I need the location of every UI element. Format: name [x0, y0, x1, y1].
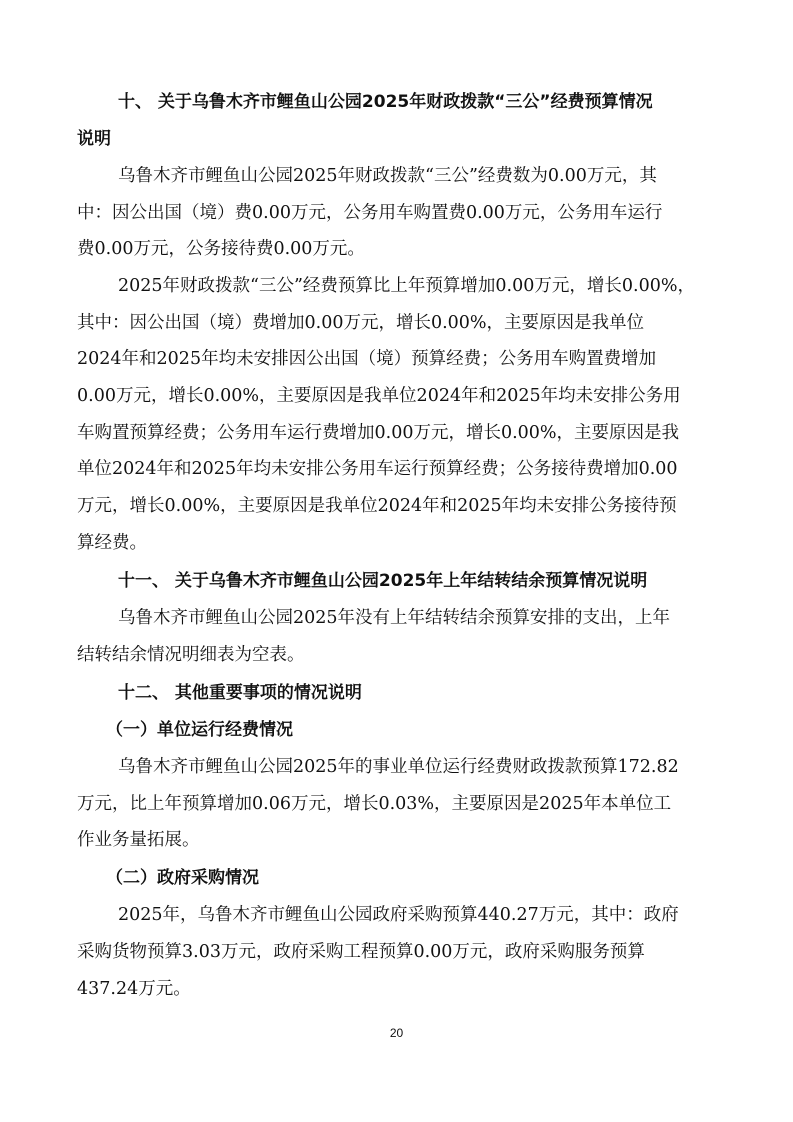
section12-title: 十二、 其他重要事项的情况说明 — [118, 683, 362, 703]
paragraph-line: 437.24万元。 — [77, 979, 191, 999]
subsection-title: （一）单位运行经费情况 — [106, 720, 293, 740]
paragraph-line: 2025年，乌鲁木齐市鲤鱼山公园政府采购预算440.27万元，其中：政府 — [118, 905, 679, 925]
paragraph-line: 乌鲁木齐市鲤鱼山公园2025年没有上年结转结余预算安排的支出，上年 — [118, 608, 671, 628]
section10-title-cont: 说明 — [77, 129, 111, 149]
paragraph-line: 万元，比上年预算增加0.06万元，增长0.03%，主要原因是2025年本单位工 — [77, 794, 672, 814]
subsection-title: （二）政府采购情况 — [106, 868, 259, 888]
paragraph-line: 采购货物预算3.03万元，政府采购工程预算0.00万元，政府采购服务预算 — [77, 942, 645, 962]
paragraph-line: 其中：因公出国（境）费增加0.00万元，增长0.00%，主要原因是我单位 — [77, 313, 645, 333]
paragraph-line: 0.00万元，增长0.00%，主要原因是我单位2024年和2025年均未安排公务用 — [77, 386, 681, 406]
paragraph-line: 2024年和2025年均未安排因公出国（境）预算经费；公务用车购置费增加 — [77, 349, 657, 369]
page-number: 20 — [389, 1026, 404, 1040]
paragraph-line: 万元，增长0.00%，主要原因是我单位2024年和2025年均未安排公务接待预 — [77, 496, 677, 516]
paragraph-line: 算经费。 — [77, 533, 147, 553]
section11-title: 十一、 关于乌鲁木齐市鲤鱼山公园2025年上年结转结余预算情况说明 — [118, 571, 648, 591]
paragraph-line: 中：因公出国（境）费0.00万元，公务用车购置费0.00万元，公务用车运行 — [77, 203, 663, 223]
paragraph-line: 2025年财政拨款“三公”经费预算比上年预算增加0.00万元，增长0.00%， — [118, 276, 695, 296]
paragraph-line: 乌鲁木齐市鲤鱼山公园2025年财政拨款“三公”经费数为0.00万元，其 — [118, 166, 657, 186]
section10-title: 十、 关于乌鲁木齐市鲤鱼山公园2025年财政拨款“三公”经费预算情况 — [118, 92, 653, 112]
paragraph-line: 乌鲁木齐市鲤鱼山公园2025年的事业单位运行经费财政拨款预算172.82 — [118, 757, 679, 777]
paragraph-line: 单位2024年和2025年均未安排公务用车运行预算经费；公务接待费增加0.00 — [77, 459, 678, 479]
paragraph-line: 车购置预算经费；公务用车运行费增加0.00万元，增长0.00%，主要原因是我 — [77, 423, 680, 443]
paragraph-line: 结转结余情况明细表为空表。 — [77, 645, 305, 665]
paragraph-line: 作业务量拓展。 — [77, 830, 200, 850]
paragraph-line: 费0.00万元，公务接待费0.00万元。 — [77, 239, 365, 259]
